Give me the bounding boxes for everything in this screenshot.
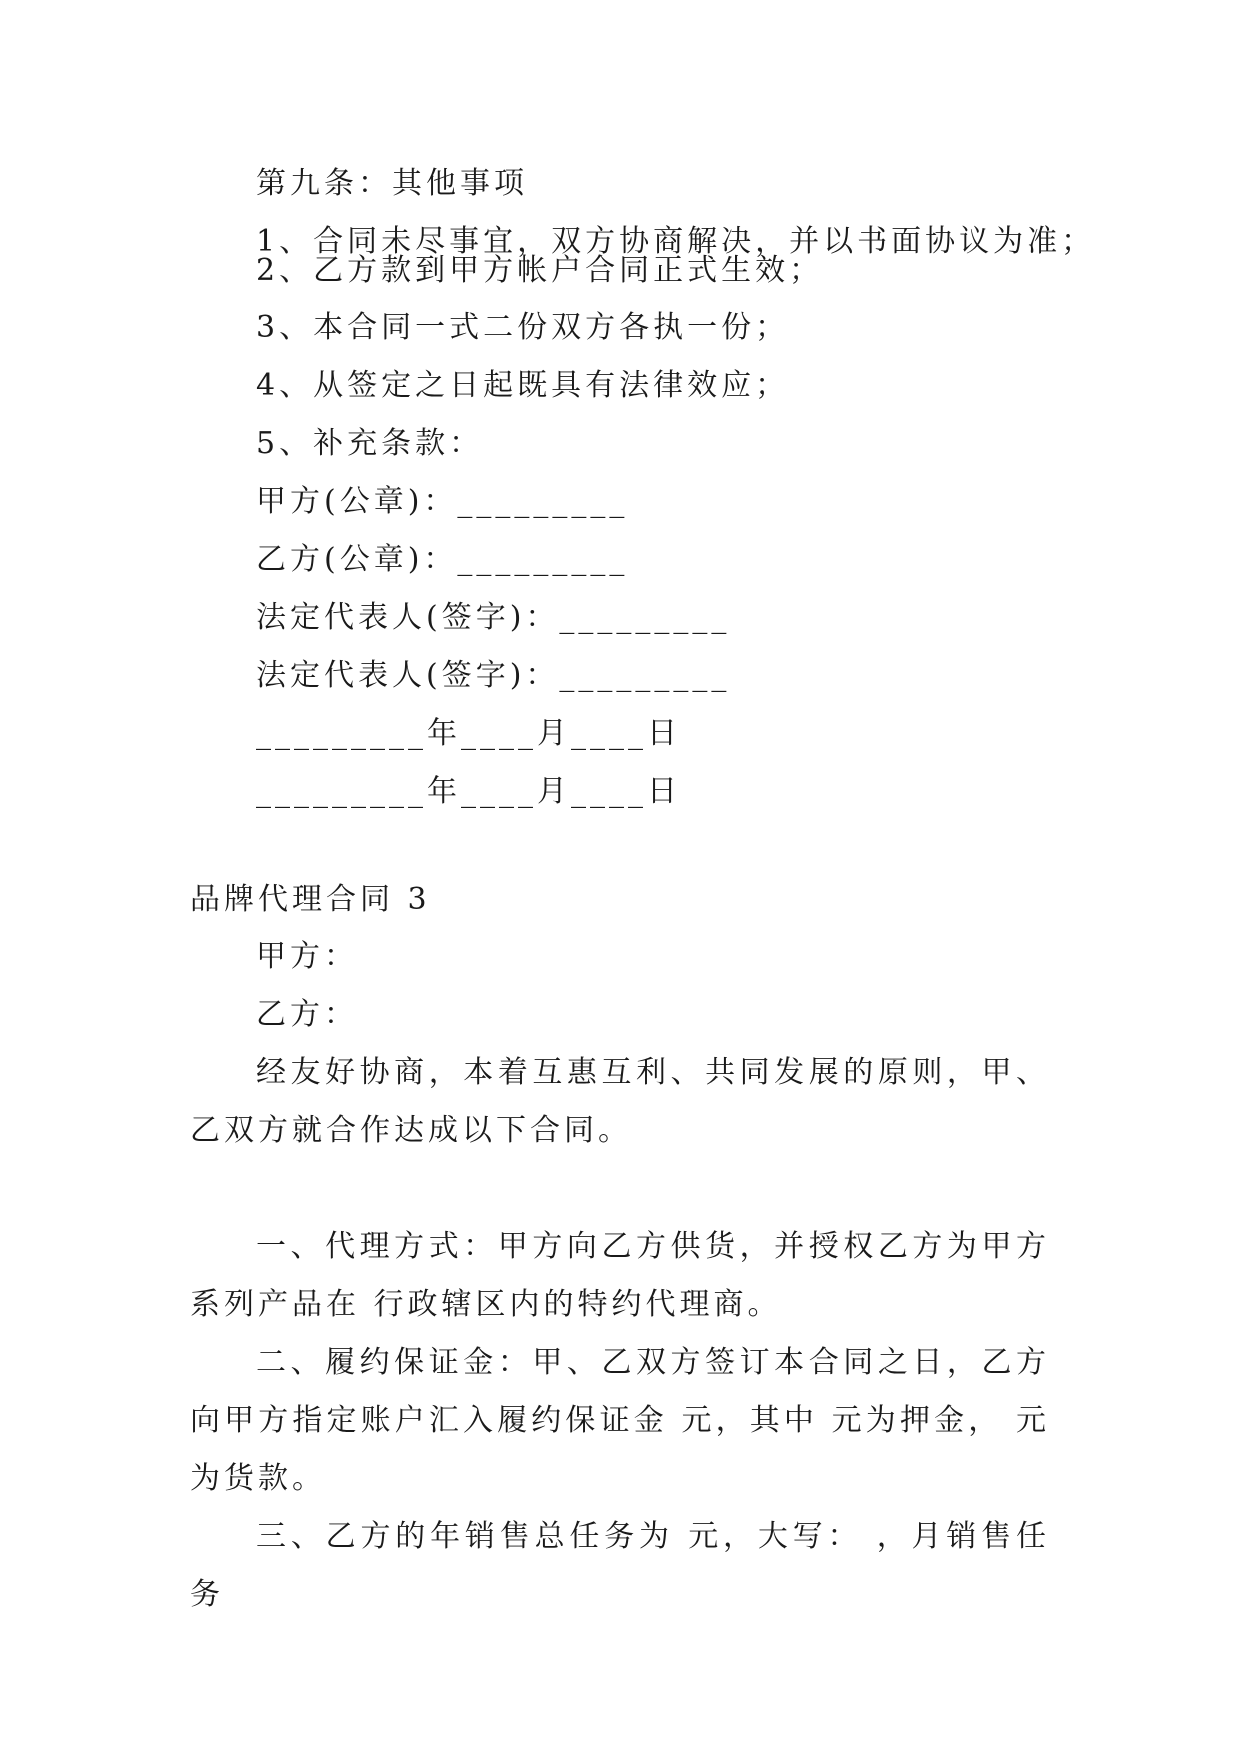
intro-paragraph: 经友好协商，本着互惠互利、共同发展的原则，甲、乙双方就合作达成以下合同。: [190, 1055, 1050, 1148]
contract-title: 品牌代理合同 3: [190, 882, 431, 917]
party-b-label: 乙方：: [256, 997, 358, 1032]
party-a-label: 甲方：: [256, 939, 358, 974]
clause-item: 2、乙方款到甲方帐户合同正式生效；: [256, 253, 824, 288]
date-line-a: _________年____月____日: [256, 716, 681, 751]
clause-item: 1、合同未尽事宜，双方协商解决，并以书面协议为准；: [256, 224, 1096, 259]
party-a-seal-line: 甲方(公章)：_________: [256, 484, 629, 519]
clause-item: 5、补充条款：: [256, 426, 484, 461]
party-b-seal-line: 乙方(公章)：_________: [256, 542, 629, 577]
clause-agency-method: 一、代理方式：甲方向乙方供货，并授权乙方为甲方系列产品在 行政辖区内的特约代理商。: [190, 1229, 1050, 1322]
representative-b-signature-line: 法定代表人(签字)：_________: [256, 658, 731, 693]
date-line-b: _________年____月____日: [256, 774, 681, 809]
clause-performance-bond: 二、履约保证金：甲、乙双方签订本合同之日，乙方向甲方指定账户汇入履约保证金 元，其中 元为押金， 元为货款。: [190, 1345, 1050, 1496]
clause-item: 4、从签定之日起既具有法律效应；: [256, 368, 790, 403]
clause-item: 3、本合同一式二份双方各执一份；: [256, 310, 790, 345]
representative-a-signature-line: 法定代表人(签字)：_________: [256, 600, 731, 635]
section-heading: 第九条：其他事项: [256, 166, 528, 201]
clause-sales-target: 三、乙方的年销售总任务为 元，大写： ，月销售任务: [190, 1519, 1050, 1612]
